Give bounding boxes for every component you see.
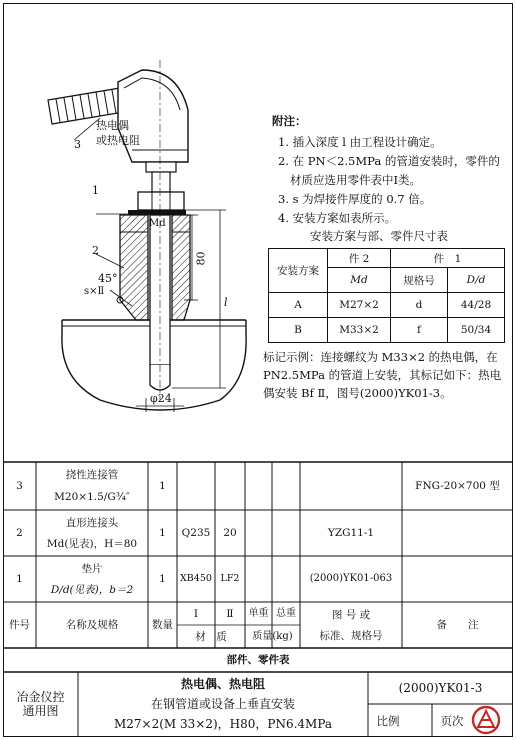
part-mat1-2: Q235 [181, 527, 211, 539]
dim-th-scheme: 安装方案 [269, 249, 328, 293]
dim-cell: M33×2 [328, 318, 391, 343]
callout-3: 3 [74, 138, 81, 151]
weld-label: s×Ⅱ [84, 286, 105, 297]
approval-stamp [473, 707, 499, 733]
part-no-3: 3 [16, 480, 23, 492]
dim-cell: 44/28 [448, 293, 505, 318]
org-name-2: 通用图 [22, 704, 59, 718]
dim-cell: d [391, 293, 448, 318]
org-name-1: 冶金仪控 [16, 690, 65, 704]
th-mat-2: Ⅱ [226, 607, 234, 620]
note-3: 3. s 为焊接件厚度的 0.7 倍。 [278, 192, 432, 206]
note-2: 2. 在 PN＜2.5MPa 的管道安装时，零件的 [278, 154, 500, 168]
dim-th-dd: D/d [448, 268, 505, 293]
dim-th-part1: 件 1 [391, 249, 505, 268]
th-part-no: 件号 [9, 619, 30, 631]
part-no-1: 1 [16, 573, 23, 585]
page-label: 页次 [440, 713, 464, 728]
th-mat-1: Ⅰ [193, 607, 199, 620]
th-std-1: 图 号 或 [331, 608, 371, 621]
part-name-3: 挠性连接管 [65, 469, 119, 481]
part-qty-3: 1 [159, 480, 166, 492]
part-spec-1: D/d(见表)，b＝2 [50, 583, 134, 596]
part-qty-1: 1 [159, 573, 166, 585]
note-4: 4. 安装方案如表所示。 [278, 211, 397, 225]
th-remark: 备 注 [436, 619, 479, 631]
callout-2: 2 [92, 244, 99, 257]
part-spec-2: Md(见表)，H＝80 [46, 537, 138, 550]
dim-cell: f [391, 318, 448, 343]
part-qty-2: 1 [159, 527, 166, 539]
part-std-2: YZG11-1 [327, 527, 375, 539]
note-2-cont: 材质应选用零件表中Ⅰ类。 [290, 173, 422, 187]
scale-label: 比例 [376, 713, 400, 728]
part-remark-3: FNG-20×700 型 [415, 480, 500, 492]
dim-cell: M27×2 [328, 293, 391, 318]
part-mat2-2: 20 [223, 527, 237, 539]
th-std-2: 标准、规格号 [319, 629, 383, 642]
dim-dia: φ24 [150, 392, 172, 405]
dim-l: l [224, 296, 228, 309]
part-mat2-1: LF2 [220, 573, 240, 584]
th-qty: 数量 [152, 619, 173, 631]
thread-label: Md [149, 218, 166, 229]
th-total-weight: 总重 [276, 607, 296, 619]
notes-title: 附注： [272, 114, 307, 128]
marking-example: 标记示例：连接螺纹为 M33×2 的热电偶，在 PN2.5MPa 的管道上安装，其标记如下：热电偶安装 Bf Ⅱ，图号(2000)YK01-3。 [263, 350, 502, 400]
dim-cell: 50/34 [448, 318, 505, 343]
part-mat1-1: XB450 [180, 573, 212, 584]
dim-th-md: Md [328, 268, 391, 293]
sensor-label: 热电偶 或热电阻 [96, 119, 140, 147]
title-line-3: M27×2(M 33×2)，H80，PN6.4MPa [113, 717, 333, 731]
title-line-2: 在钢管道或设备上垂直安装 [150, 697, 295, 711]
note-1: 1. 插入深度 l 由工程设计确定。 [278, 135, 442, 149]
th-name-spec: 名称及规格 [65, 619, 119, 631]
part-std-1: (2000)YK01-063 [309, 573, 393, 584]
th-material: 材 质 [195, 630, 227, 643]
part-name-1: 垫片 [81, 562, 103, 575]
angle-label: 45° [98, 272, 118, 285]
dim-table-title: 安装方案与部、零件尺寸表 [310, 229, 448, 243]
dim-80: 80 [194, 251, 208, 266]
dim-cell: B [269, 318, 328, 343]
dim-th-part2: 件 2 [328, 249, 391, 268]
part-spec-3: M20×1.5/G¾″ [54, 491, 130, 503]
callout-1: 1 [92, 184, 99, 197]
dim-th-spec: 规格号 [391, 268, 448, 293]
title-line-1: 热电偶、热电阻 [180, 677, 265, 691]
dim-cell: A [269, 293, 328, 318]
drawing-code: (2000)YK01-3 [398, 681, 483, 695]
part-name-2: 直形连接头 [65, 516, 119, 529]
th-weight: 质量(kg) [252, 630, 293, 642]
parts-table-caption: 部件、零件表 [226, 654, 290, 666]
part-no-2: 2 [16, 527, 23, 539]
th-unit-weight: 单重 [248, 607, 269, 619]
